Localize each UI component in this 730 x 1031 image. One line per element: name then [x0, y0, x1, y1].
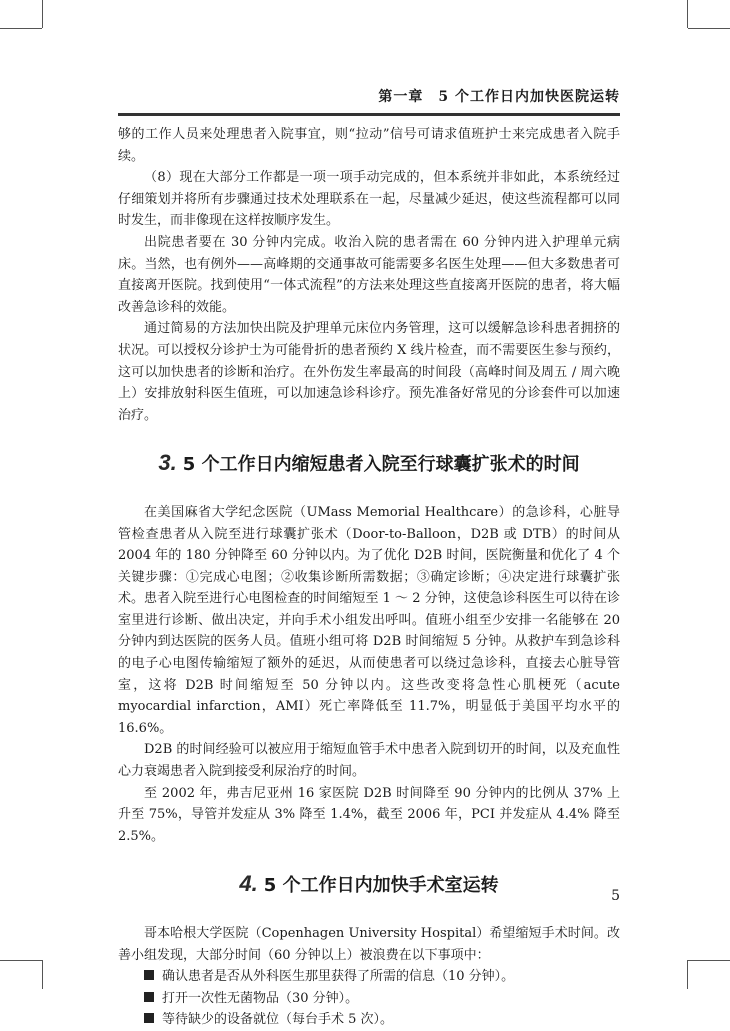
crop-mark — [42, 960, 43, 989]
crop-mark — [687, 0, 688, 28]
list-item — [118, 988, 620, 1010]
list-item-text: 确认患者是否从外科医生那里获得了所需的信息（10 分钟）。 — [162, 969, 515, 985]
paragraph: 哥本哈根大学医院（Copenhagen University Hospital）希望缩短手术时间。改善小组发现，大部分时间（60 分钟以上）被浪费在以下事项中： — [118, 926, 620, 963]
paragraph: 至 2002 年，弗吉尼亚州 16 家医院 D2B 时间降至 90 分钟内的比例从 37% 上升至 75%，导管并发症从 3% 降至 1.4%，截至 2006 年，PCI 并发症从 4.4% 降至 2.5%。 — [118, 785, 620, 844]
section-title-text: 5 个工作日内缩短患者入院至行球囊扩张术的时间 — [182, 454, 580, 476]
header-rule — [118, 113, 620, 116]
list-item — [118, 966, 620, 988]
paragraph: 出院患者要在 30 分钟内完成。收治入院的患者需在 60 分钟内进入护理单元病床。当然，也有例外——高峰期的交通事故可能需要多名医生处理——但大多数患者可直接离开医院。找到使用“一体式流程”的方法来处理这些直接离开医院的患者，将大幅改善急诊科的效能。 — [118, 234, 620, 315]
crop-mark — [687, 960, 688, 989]
list-item — [118, 1009, 620, 1031]
paragraph: （8）现在大部分工作都是一项一项手动完成的，但本系统并非如此，本系统经过仔细策划并将所有步骤通过技术处理联系在一起，尽量减少延迟，使这些流程都可以同时发生，而非像现在这样按顺序发生。 — [118, 170, 620, 229]
section-heading-3 — [118, 452, 620, 476]
paragraph: 通过简易的方法加快出院及护理单元床位内务管理，这可以缓解急诊科患者拥挤的状况。可以授权分诊护士为可能骨折的患者预约 X 线片检查，而不需要医生参与预约，这可以加快患者的诊断和治疗。在外伤发生率最高的时间段（高峰时间及周五 / 周六晚上）安排放射科医生值班，可以加速急诊科诊疗。预先准备好常见的分诊套件可以加速治疗。 — [118, 321, 620, 423]
section-number: 4. — [239, 871, 258, 897]
list-item-text: 打开一次性无菌物品（30 分钟）。 — [162, 990, 359, 1006]
section-heading-4 — [118, 873, 620, 897]
crop-mark — [42, 0, 43, 28]
crop-mark — [0, 960, 42, 961]
crop-mark — [688, 28, 730, 29]
crop-mark — [0, 28, 42, 29]
list-item-text: 等待缺少的设备就位（每台手术 5 次）。 — [162, 1012, 394, 1028]
page-content — [118, 124, 620, 1031]
paragraph: D2B 的时间经验可以被应用于缩短血管手术中患者入院到切开的时间，以及充血性心力衰竭患者入院到接受利尿治疗的时间。 — [118, 742, 620, 780]
running-header: 第一章 5 个工作日内加快医院运转 — [378, 89, 620, 105]
paragraph: 够的工作人员来处理患者入院事宜，则“拉动”信号可请求值班护士来完成患者入院手续。 — [118, 127, 620, 164]
page-number: 5 — [611, 888, 620, 904]
section-title-text: 5 个工作日内加快手术室运转 — [263, 875, 499, 897]
square-bullet-icon — [144, 970, 154, 980]
square-bullet-icon — [144, 1013, 154, 1023]
section-number: 3. — [158, 450, 177, 476]
square-bullet-icon — [144, 992, 154, 1002]
crop-mark — [688, 960, 730, 961]
paragraph: 在美国麻省大学纪念医院（UMass Memorial Healthcare）的急诊科，心脏导管检查患者从入院至进行球囊扩张术（Door-to-Balloon，D2B 或 DTB）的时间从 2004 年的 180 分钟降至 60 分钟以内。为了优化 D2B 时间，医院衡量和优化了 4 个关键步骤：①完成心电图；②收集诊断所需数据；③确定诊断；④决定进行球囊扩张术。患者入院至进行心电图检查的时间缩短至 1 ～ 2 分钟，这使急诊科医生可以待在诊室里进行诊断、做出决定，并向手术小组发出呼叫。值班小组至少安排一名能够在 20 分钟内到达医院的医务人员。值班小组可将 D2B 时间缩短 5 分钟。从救护车到急诊科的电子心电图传输缩短了额外的延迟，从而使患者可以绕过急诊科，直接去心脏导管室，这将 D2B 时间缩短至 50 分钟以内。这些改变将急性心肌梗死（acute myocardial infarction，AMI）死亡率降低至 11.7%，明显低于美国平均水平的 16.6%。 — [118, 504, 620, 736]
